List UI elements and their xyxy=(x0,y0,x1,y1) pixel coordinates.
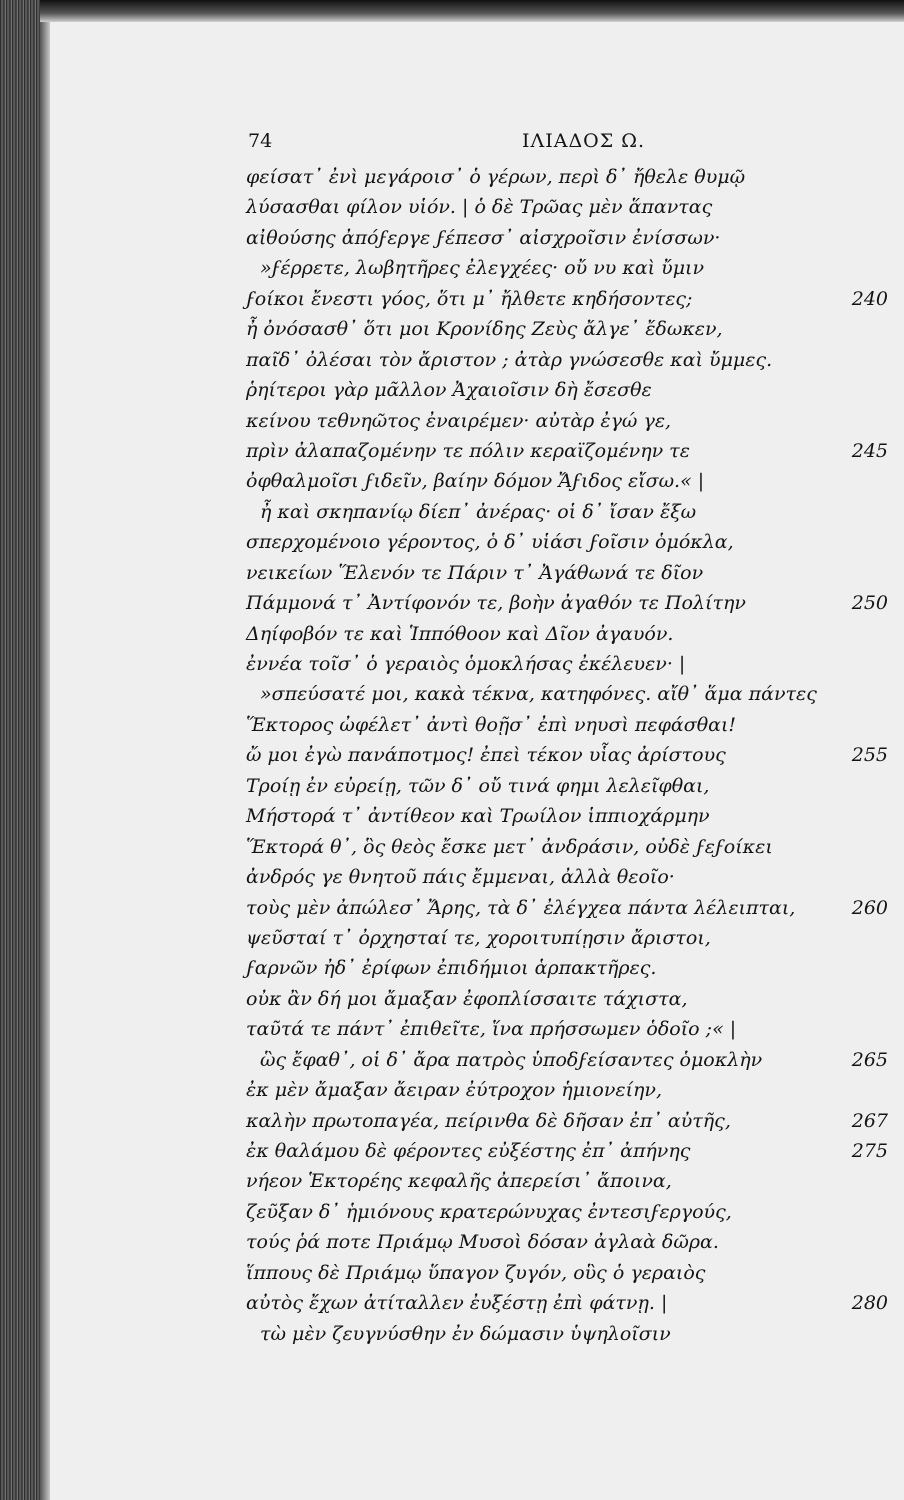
verse-line xyxy=(50,588,904,618)
verse-text: σπερχομένοιο γέροντος, ὁ δ᾽ υἱάσι ϝοῖσιν ὁμόκλα, xyxy=(246,531,734,554)
verse-line xyxy=(50,771,904,801)
verse-line xyxy=(50,649,904,679)
verse-text: τοὺς μὲν ἀπώλεσ᾽ Ἄρης, τὰ δ᾽ ἐλέγχεα πάντα λέλειπται, xyxy=(246,896,796,919)
book-page xyxy=(50,22,904,1500)
line-number: 267 xyxy=(851,1109,888,1132)
verse-line xyxy=(50,1288,904,1318)
running-title: ΙΛΙΑΔΟΣ Ω. xyxy=(522,130,646,152)
line-number: 280 xyxy=(851,1292,888,1315)
verse-text: Ἕκτορά θ᾽, ὃς θεὸς ἔσκε μετ᾽ ἀνδράσιν, οὐδὲ ϝεϝοίκει xyxy=(246,835,773,858)
verse-text: καλὴν πρωτοπαγέα, πείρινθα δὲ δῆσαν ἐπ᾽ αὐτῆς, xyxy=(246,1109,731,1132)
verse-text: νήεον Ἑκτορέης κεφαλῆς ἀπερείσι᾽ ἄποινα, xyxy=(246,1170,672,1193)
verse-text: ἐκ μὲν ἄμαξαν ἄειραν ἐύτροχον ἡμιονείην, xyxy=(246,1079,662,1102)
verse-text: λύσασθαι φίλον υἱόν. | ὁ δὲ Τρῶας μὲν ἅπαντας xyxy=(246,196,713,219)
verse-lines xyxy=(50,162,904,1349)
verse-line xyxy=(50,162,904,192)
verse-text: ὤ μοι ἐγὼ πανάποτμος! ἐπεὶ τέκον υἷας ἀρίστους xyxy=(246,744,726,767)
verse-line xyxy=(50,406,904,436)
verse-line xyxy=(50,710,904,740)
verse-text: πρὶν ἀλαπαζομένην τε πόλιν κεραϊζομένην τε xyxy=(246,439,690,462)
verse-text: ῥηίτεροι γὰρ μᾶλλον Ἀχαιοῖσιν δὴ ἔσεσθε xyxy=(246,379,652,402)
verse-line xyxy=(50,284,904,314)
verse-line xyxy=(50,466,904,496)
verse-text: »ϝέρρετε, λωβητῆρες ἐλεγχέες· οὔ νυ καὶ ὔμιν xyxy=(260,257,705,280)
verse-line xyxy=(50,1014,904,1044)
verse-line xyxy=(50,740,904,770)
verse-text: παῖδ᾽ ὀλέσαι τὸν ἄριστον ; ἀτὰρ γνώσεσθε καὶ ὔμμες. xyxy=(246,348,773,371)
verse-text: ἦ ὀνόσασθ᾽ ὅτι μοι Κρονίδης Ζεὺς ἄλγε᾽ ἔδωκεν, xyxy=(246,318,723,341)
verse-text: Μήστορά τ᾽ ἀντίθεον καὶ Τρωίλον ἱππιοχάρμην xyxy=(246,805,710,828)
verse-line xyxy=(50,984,904,1014)
verse-line xyxy=(50,375,904,405)
verse-text: ἀνδρός γε θνητοῦ πάις ἔμμεναι, ἀλλὰ θεοῖο· xyxy=(246,866,675,889)
verse-line xyxy=(50,223,904,253)
verse-line xyxy=(50,1258,904,1288)
verse-text: Τροίῃ ἐν εὐρείῃ, τῶν δ᾽ οὔ τινά φημι λελεῖφθαι, xyxy=(246,774,710,797)
verse-line xyxy=(50,1045,904,1075)
verse-line xyxy=(50,497,904,527)
verse-line xyxy=(50,619,904,649)
line-number: 265 xyxy=(851,1048,888,1071)
verse-line xyxy=(50,1075,904,1105)
verse-line xyxy=(50,679,904,709)
verse-text: τούς ῥά ποτε Πριάμῳ Μυσοὶ δόσαν ἀγλαὰ δῶρα. xyxy=(246,1231,719,1254)
book-spine-edge xyxy=(0,0,40,1500)
verse-text: αἰθούσης ἀπόϝεργε ϝέπεσσ᾽ αἰσχροῖσιν ἐνίσσων· xyxy=(246,226,721,249)
verse-text: αὐτὸς ἔχων ἀτίταλλεν ἐυξέστῃ ἐπὶ φάτνῃ. | xyxy=(246,1292,668,1315)
verse-text: Ἕκτορος ὠφέλετ᾽ ἀντὶ θοῇσ᾽ ἐπὶ νηυσὶ πεφάσθαι! xyxy=(246,713,737,736)
verse-line xyxy=(50,527,904,557)
verse-line xyxy=(50,345,904,375)
verse-text: ὀφθαλμοῖσι ϝιδεῖν, βαίην δόμον Ἄϝιδος εἴσω.« | xyxy=(246,470,705,493)
verse-text: »σπεύσατέ μοι, κακὰ τέκνα, κατηφόνες. αἴθ᾽ ἅμα πάντες xyxy=(260,683,817,706)
verse-text: ἐννέα τοῖσ᾽ ὁ γεραιὸς ὁμοκλήσας ἐκέλευεν· | xyxy=(246,653,686,675)
line-number: 240 xyxy=(851,287,888,310)
verse-line xyxy=(50,436,904,466)
verse-line xyxy=(50,1197,904,1227)
verse-text: τὼ μὲν ζευγνύσθην ἐν δώμασιν ὑψηλοῖσιν xyxy=(260,1322,671,1345)
line-number: 245 xyxy=(851,439,888,462)
verse-line xyxy=(50,192,904,222)
line-number: 250 xyxy=(851,592,888,615)
line-number: 275 xyxy=(851,1140,888,1162)
page-number: 74 xyxy=(248,130,273,152)
verse-text: ὣς ἔφαθ᾽, οἱ δ᾽ ἄρα πατρὸς ὑποδϝείσαντες ὁμοκλὴν xyxy=(260,1048,763,1071)
verse-text: ἦ καὶ σκηπανίῳ δίεπ᾽ ἀνέρας· οἱ δ᾽ ἴσαν ἔξω xyxy=(260,500,697,523)
page-gutter-shadow xyxy=(40,22,50,1500)
verse-text: Δηίφοβόν τε καὶ Ἱππόθοον καὶ Δῖον ἀγαυόν. xyxy=(246,622,674,645)
verse-line xyxy=(50,1136,904,1166)
verse-text: οὐκ ἂν δή μοι ἄμαξαν ἐφοπλίσσαιτε τάχιστα, xyxy=(246,987,688,1010)
verse-line xyxy=(50,253,904,283)
verse-text: ϝαρνῶν ἠδ᾽ ἐρίφων ἐπιδήμιοι ἁρπακτῆρες. xyxy=(246,957,657,980)
verse-line xyxy=(50,1319,904,1349)
verse-line xyxy=(50,1227,904,1257)
verse-text: κείνου τεθνηῶτος ἐναιρέμεν· αὐτὰρ ἐγώ γε, xyxy=(246,409,672,432)
verse-text: νεικείων Ἕλενόν τε Πάριν τ᾽ Ἀγάθωνά τε δῖον xyxy=(246,561,704,584)
verse-text: ζεῦξαν δ᾽ ἡμιόνους κρατερώνυχας ἐντεσιϝεργούς, xyxy=(246,1200,732,1223)
page-header xyxy=(50,130,904,160)
verse-text: ἐκ θαλάμου δὲ φέροντες εὐξέστης ἐπ᾽ ἀπήνης xyxy=(246,1140,691,1162)
verse-line xyxy=(50,1106,904,1136)
verse-line xyxy=(50,953,904,983)
verse-line xyxy=(50,314,904,344)
verse-line xyxy=(50,832,904,862)
verse-text: Πάμμονά τ᾽ Ἀντίφονόν τε, βοὴν ἀγαθόν τε Πολίτην xyxy=(246,592,746,615)
verse-text: ϝοίκοι ἔνεστι γόος, ὅτι μ᾽ ἤλθετε κηδήσοντες; xyxy=(246,287,693,310)
verse-line xyxy=(50,558,904,588)
book-top-edge xyxy=(0,0,904,22)
line-number: 260 xyxy=(851,896,888,919)
verse-line xyxy=(50,862,904,892)
verse-line xyxy=(50,1166,904,1196)
verse-text: ταῦτά τε πάντ᾽ ἐπιθεῖτε, ἵνα πρήσσωμεν ὁδοῖο ;« | xyxy=(246,1018,737,1041)
verse-line xyxy=(50,893,904,923)
verse-line xyxy=(50,923,904,953)
line-number: 255 xyxy=(851,744,888,767)
verse-line xyxy=(50,801,904,831)
verse-text: φείσατ᾽ ἐνὶ μεγάροισ᾽ ὁ γέρων, περὶ δ᾽ ἤθελε θυμῷ xyxy=(246,166,746,188)
verse-text: ἵππους δὲ Πριάμῳ ὕπαγον ζυγόν, οὓς ὁ γεραιὸς xyxy=(246,1261,706,1284)
verse-text: ψεῦσταί τ᾽ ὀρχησταί τε, χοροιτυπίῃσιν ἄριστοι, xyxy=(246,926,711,949)
